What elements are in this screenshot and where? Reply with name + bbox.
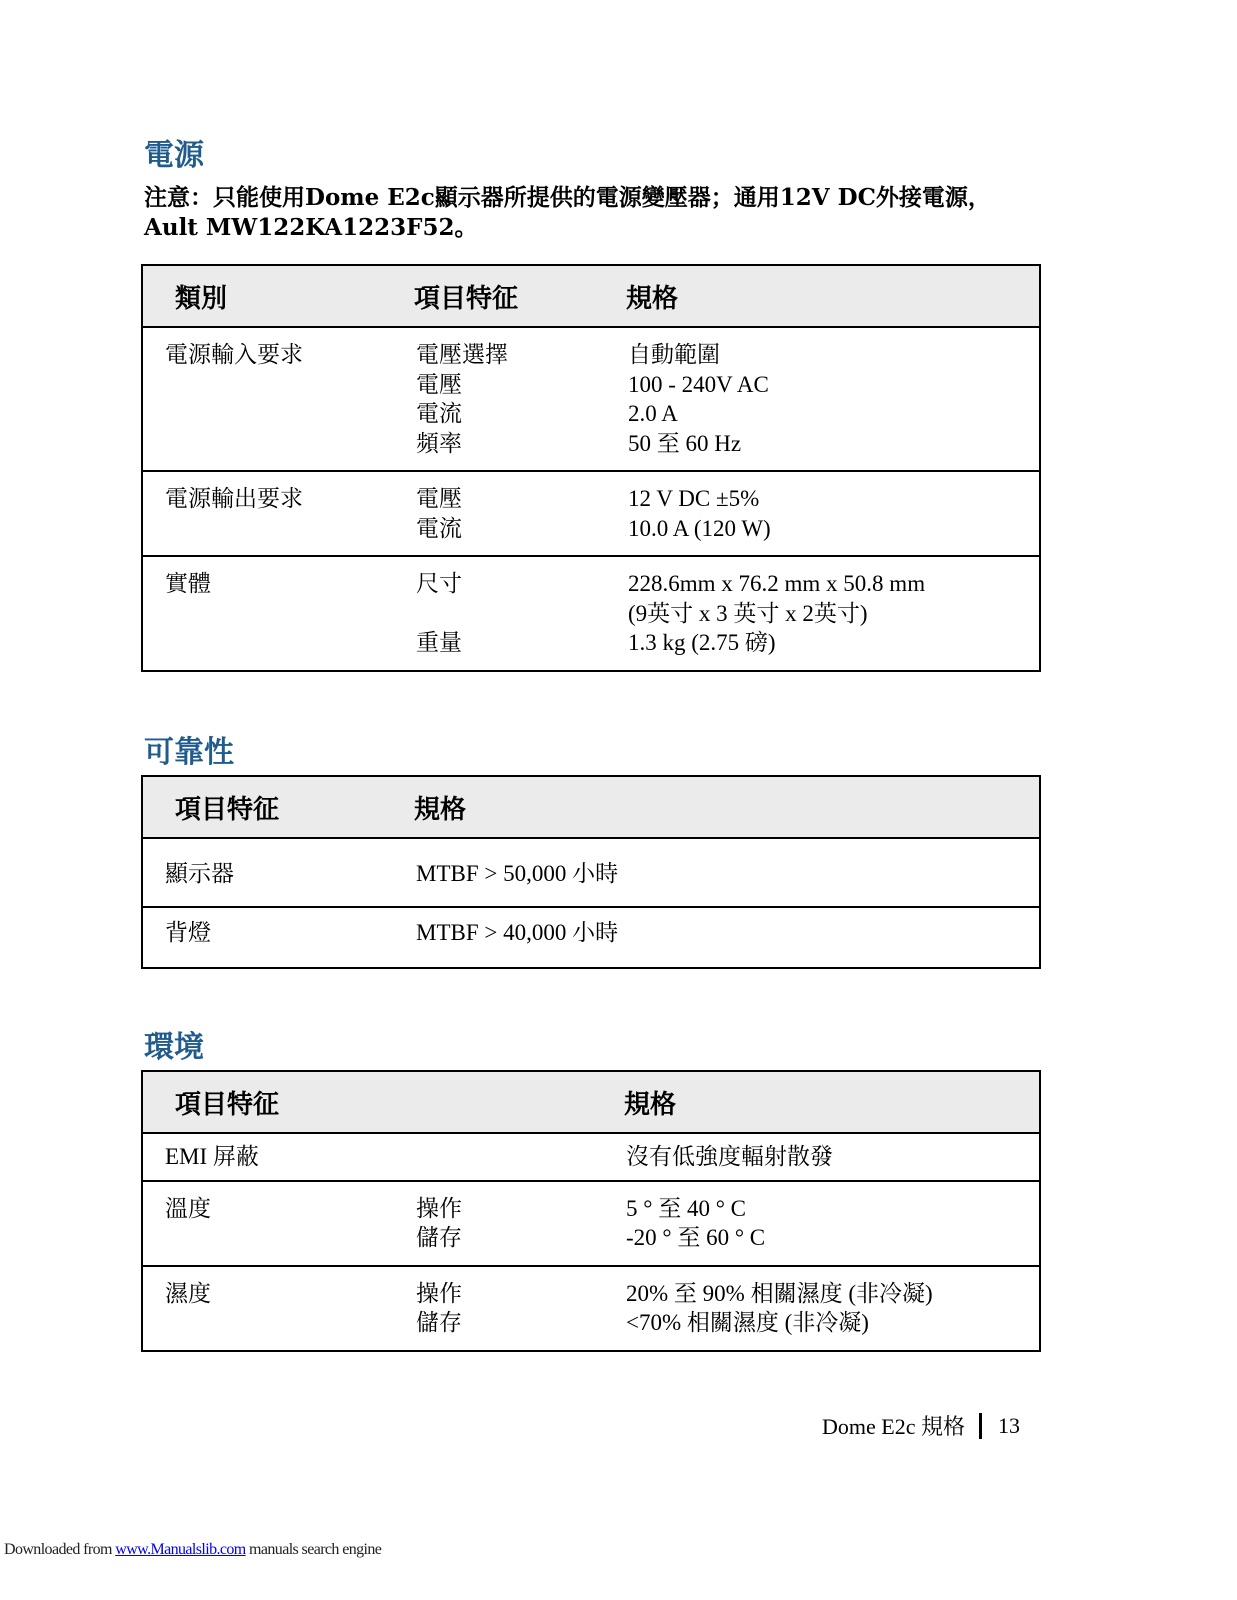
mode-cell: 儲存 [416, 1225, 462, 1250]
table-row [142, 1266, 1040, 1351]
table-row [142, 1133, 1040, 1181]
spec-cell: 2.0 A [628, 401, 678, 426]
power-heading: 電源 [144, 138, 204, 173]
spec-cell: 沒有低強度輻射散發 [626, 1144, 833, 1169]
download-prefix: Downloaded from [4, 1541, 116, 1558]
row-modes [410, 1181, 620, 1266]
row-category: 電源輸出要求 [142, 471, 410, 556]
col-header-feature: 項目特征 [142, 1071, 410, 1133]
table-row [142, 838, 1040, 907]
row-modes [410, 1266, 620, 1351]
download-banner [4, 1541, 381, 1559]
table-header-row [142, 265, 1040, 327]
spec-cell: <70% 相關濕度 (非冷凝) [626, 1310, 869, 1335]
row-specs [622, 556, 1040, 671]
reliability-heading: 可靠性 [144, 735, 234, 770]
table-row [142, 1181, 1040, 1266]
footer-title: Dome E2c 規格 [822, 1414, 965, 1439]
row-specs [622, 327, 1040, 471]
row-category: 電源輸入要求 [165, 342, 303, 367]
col-header-spec: 規格 [622, 265, 1040, 327]
spec-cell: (9英寸 x 3 英寸 x 2英寸) [628, 600, 868, 626]
row-features [410, 471, 622, 556]
mode-cell: 操作 [416, 1280, 462, 1306]
col-header-feature: 項目特征 [410, 265, 622, 327]
row-features [410, 327, 622, 471]
power-table [141, 264, 1041, 672]
spec-cell: 自動範圍 [628, 342, 720, 367]
row-spec: MTBF > 40,000 小時 [410, 907, 1040, 969]
feature-cell: 電壓 [416, 371, 462, 397]
feature-cell: 電壓 [416, 486, 462, 511]
spec-cell: 12 V DC ±5% [628, 486, 760, 511]
reliability-table [141, 775, 1041, 969]
mode-cell: 操作 [416, 1195, 462, 1221]
row-feature: 顯示器 [165, 861, 234, 886]
spec-cell: 228.6mm x 76.2 mm x 50.8 mm [628, 571, 926, 596]
feature-cell: 重量 [416, 630, 462, 655]
spec-cell: 50 至 60 Hz [628, 430, 742, 456]
feature-cell: 電流 [416, 401, 462, 426]
row-category: 實體 [142, 556, 410, 671]
feature-cell: 電流 [416, 515, 462, 541]
spec-cell: 20% 至 90% 相關濕度 (非冷凝) [626, 1280, 933, 1306]
spec-cell: 100 - 240V AC [628, 371, 769, 397]
environment-heading: 環境 [144, 1030, 204, 1065]
row-specs [622, 471, 1040, 556]
power-note: 注意：只能使用Dome E2c顯示器所提供的電源變壓器；通用12V DC外接電源，Ault MW122KA1223F52。 [144, 184, 991, 241]
mode-cell: 儲存 [416, 1310, 462, 1335]
row-feature: 溫度 [142, 1181, 410, 1266]
download-suffix: manuals search engine [245, 1541, 382, 1558]
col-header-category: 類別 [142, 265, 410, 327]
table-row [142, 471, 1040, 556]
row-specs [620, 1266, 1040, 1351]
spec-cell: 10.0 A (120 W) [628, 515, 771, 541]
feature-cell: 電壓選擇 [416, 342, 508, 367]
row-features [410, 556, 622, 671]
table-row [142, 907, 1040, 969]
table-header-row [142, 776, 1040, 838]
row-spec: MTBF > 50,000 小時 [416, 861, 619, 886]
manualslib-link[interactable]: www.Manualslib.com [115, 1541, 246, 1558]
table-row [142, 327, 1040, 471]
environment-table [141, 1070, 1041, 1352]
row-feature: 濕度 [142, 1266, 410, 1351]
spec-cell: -20 ° 至 60 ° C [626, 1225, 766, 1250]
row-specs [620, 1181, 1040, 1266]
page-number: 13 [997, 1412, 1020, 1438]
col-header-spec: 規格 [620, 1071, 1040, 1133]
feature-cell: 尺寸 [416, 571, 462, 596]
row-specs [620, 1133, 1040, 1181]
row-feature: 背燈 [142, 907, 410, 969]
feature-gap [416, 599, 616, 629]
table-header-row [142, 1071, 1040, 1133]
feature-cell: 頻率 [416, 430, 462, 456]
col-header-feature: 項目特征 [142, 776, 410, 838]
spec-cell: 5 ° 至 40 ° C [626, 1195, 746, 1221]
page-footer [822, 1410, 1020, 1441]
col-header-spec: 規格 [410, 776, 1040, 838]
spec-cell: 1.3 kg (2.75 磅) [628, 630, 776, 655]
footer-divider [979, 1413, 982, 1439]
row-feature: EMI 屏蔽 [165, 1144, 259, 1169]
table-row [142, 556, 1040, 671]
